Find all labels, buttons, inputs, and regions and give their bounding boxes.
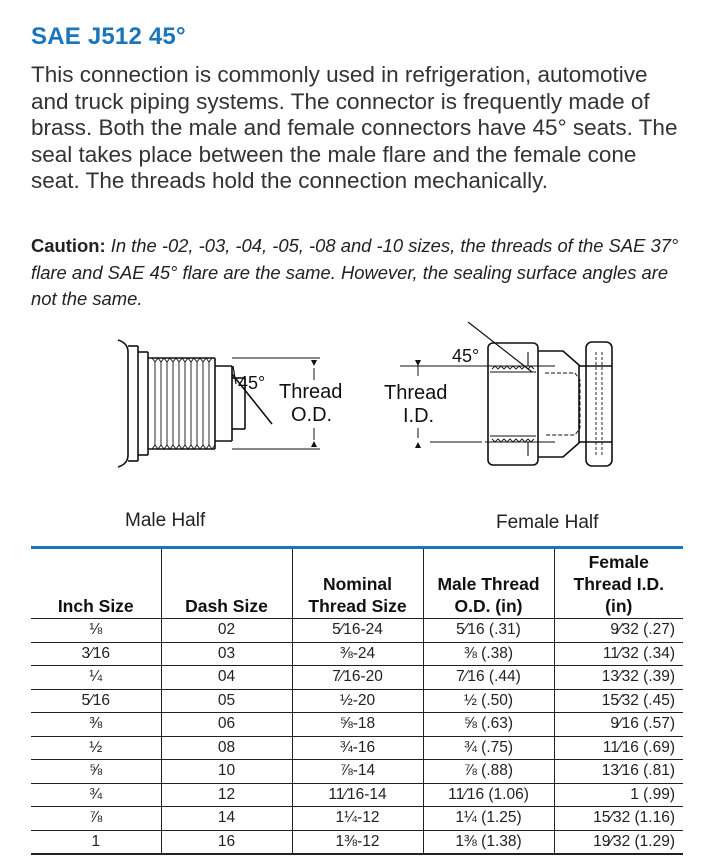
nominal-header-line1: Nominal [322, 574, 393, 594]
col-header-inch-size [31, 548, 161, 619]
table-row [31, 760, 683, 784]
male-od-cell: ¾ (.75) [423, 736, 554, 760]
female-id-cell: 15⁄32 (.45) [554, 689, 683, 713]
female-id-cell: 15⁄32 (1.16) [554, 807, 683, 831]
male-half-drawing [118, 340, 320, 467]
table-row [31, 642, 683, 666]
inch-size-cell: ⅝ [31, 760, 161, 784]
caution-note [31, 233, 691, 313]
female-header-line3: (in) [605, 596, 633, 616]
nominal-cell: 11⁄16-14 [292, 783, 423, 807]
male-od-arrow-top [311, 360, 317, 366]
nominal-cell: ⅜-24 [292, 642, 423, 666]
dash-size-cell: 08 [161, 736, 292, 760]
nominal-cell: ½-20 [292, 689, 423, 713]
inch-size-cell: ¼ [31, 666, 161, 690]
dash-size-cell: 03 [161, 642, 292, 666]
table-row [31, 689, 683, 713]
male-half-caption: Male Half [125, 510, 206, 531]
female-angle-label: 45° [452, 346, 480, 366]
dash-size-cell: 04 [161, 666, 292, 690]
inch-size-cell: 3⁄16 [31, 642, 161, 666]
inch-size-cell: ½ [31, 736, 161, 760]
male-od-cell: 1⅜ (1.38) [423, 830, 554, 854]
inch-size-cell: ⅜ [31, 713, 161, 737]
table-row [31, 736, 683, 760]
female-id-cell: 13⁄32 (.39) [554, 666, 683, 690]
dash-size-cell: 05 [161, 689, 292, 713]
male-angle-label: 45° [238, 373, 266, 393]
female-header-line2: Thread I.D. [573, 574, 664, 594]
col-header-male-od [423, 548, 554, 619]
table-row [31, 783, 683, 807]
fitting-diagram [0, 320, 704, 500]
female-id-cell: 19⁄32 (1.29) [554, 830, 683, 854]
female-id-label: I.D. [403, 405, 435, 427]
col-header-dash-size [161, 548, 292, 619]
nominal-cell: 1⅜-12 [292, 830, 423, 854]
caution-label: Caution: [31, 235, 106, 256]
caution-text: In the -02, -03, -04, -05, -08 and -10 sizes, the threads of the SAE 37° flare and SAE 45° flare are the same. However, the sealing surface angles are not the same. [31, 235, 679, 309]
nominal-header-line2: Thread Size [308, 596, 407, 616]
female-header-line1: Female [588, 552, 649, 572]
col-header-nominal [292, 548, 423, 619]
male-od-cell: 5⁄16 (.31) [423, 619, 554, 643]
dash-size-header-text: Dash Size [185, 596, 268, 616]
table-row [31, 666, 683, 690]
male-od-cell: 7⁄16 (.44) [423, 666, 554, 690]
nominal-cell: 5⁄16-24 [292, 619, 423, 643]
male-od-cell: ⅜ (.38) [423, 642, 554, 666]
male-od-cell: ⅞ (.88) [423, 760, 554, 784]
female-id-cell: 13⁄16 (.81) [554, 760, 683, 784]
page-title: SAE J512 45° [31, 23, 186, 50]
nominal-cell: ⅝-18 [292, 713, 423, 737]
male-thread-label: Thread [279, 381, 343, 403]
female-id-cell: 9⁄16 (.57) [554, 713, 683, 737]
inch-size-cell: ⅞ [31, 807, 161, 831]
intro-paragraph: This connection is commonly used in refrigeration, automotive and truck piping systems. The connector is frequently made of brass. Both the male and female connectors have 45° seats. The seal takes place between the male flare and the female cone seat. The threads hold the connection mechanically. [31, 62, 678, 193]
male-od-cell: ½ (.50) [423, 689, 554, 713]
nominal-cell: ⅞-14 [292, 760, 423, 784]
male-od-arrow-bottom [311, 441, 317, 447]
dash-size-cell: 10 [161, 760, 292, 784]
dash-size-cell: 02 [161, 619, 292, 643]
inch-size-cell: 1 [31, 830, 161, 854]
dash-size-cell: 14 [161, 807, 292, 831]
table-row [31, 713, 683, 737]
size-chart-table [31, 546, 683, 855]
inch-size-cell: 5⁄16 [31, 689, 161, 713]
dash-size-cell: 12 [161, 783, 292, 807]
female-id-cell: 9⁄32 (.27) [554, 619, 683, 643]
female-id-cell: 11⁄16 (.69) [554, 736, 683, 760]
female-id-cell: 1 (.99) [554, 783, 683, 807]
male-od-cell: ⅝ (.63) [423, 713, 554, 737]
female-id-arrow-bottom [415, 442, 421, 448]
male-header-line2: O.D. (in) [454, 596, 523, 616]
table-header-row [31, 548, 683, 619]
male-od-cell: 1¼ (1.25) [423, 807, 554, 831]
table-row [31, 807, 683, 831]
inch-size-cell: ¾ [31, 783, 161, 807]
female-id-cell: 11⁄32 (.34) [554, 642, 683, 666]
table-row [31, 619, 683, 643]
female-half-drawing [430, 322, 612, 466]
female-half-caption: Female Half [496, 512, 599, 533]
male-od-cell: 11⁄16 (1.06) [423, 783, 554, 807]
table-row [31, 830, 683, 854]
col-header-female-id [554, 548, 683, 619]
female-thread-label: Thread [384, 382, 448, 404]
inch-size-cell: ⅛ [31, 619, 161, 643]
inch-size-header-text: Inch Size [57, 596, 134, 616]
male-header-line1: Male Thread [437, 574, 540, 594]
nominal-cell: 7⁄16-20 [292, 666, 423, 690]
dash-size-cell: 16 [161, 830, 292, 854]
nominal-cell: ¾-16 [292, 736, 423, 760]
dash-size-cell: 06 [161, 713, 292, 737]
male-od-label: O.D. [291, 404, 333, 426]
nominal-cell: 1¼-12 [292, 807, 423, 831]
